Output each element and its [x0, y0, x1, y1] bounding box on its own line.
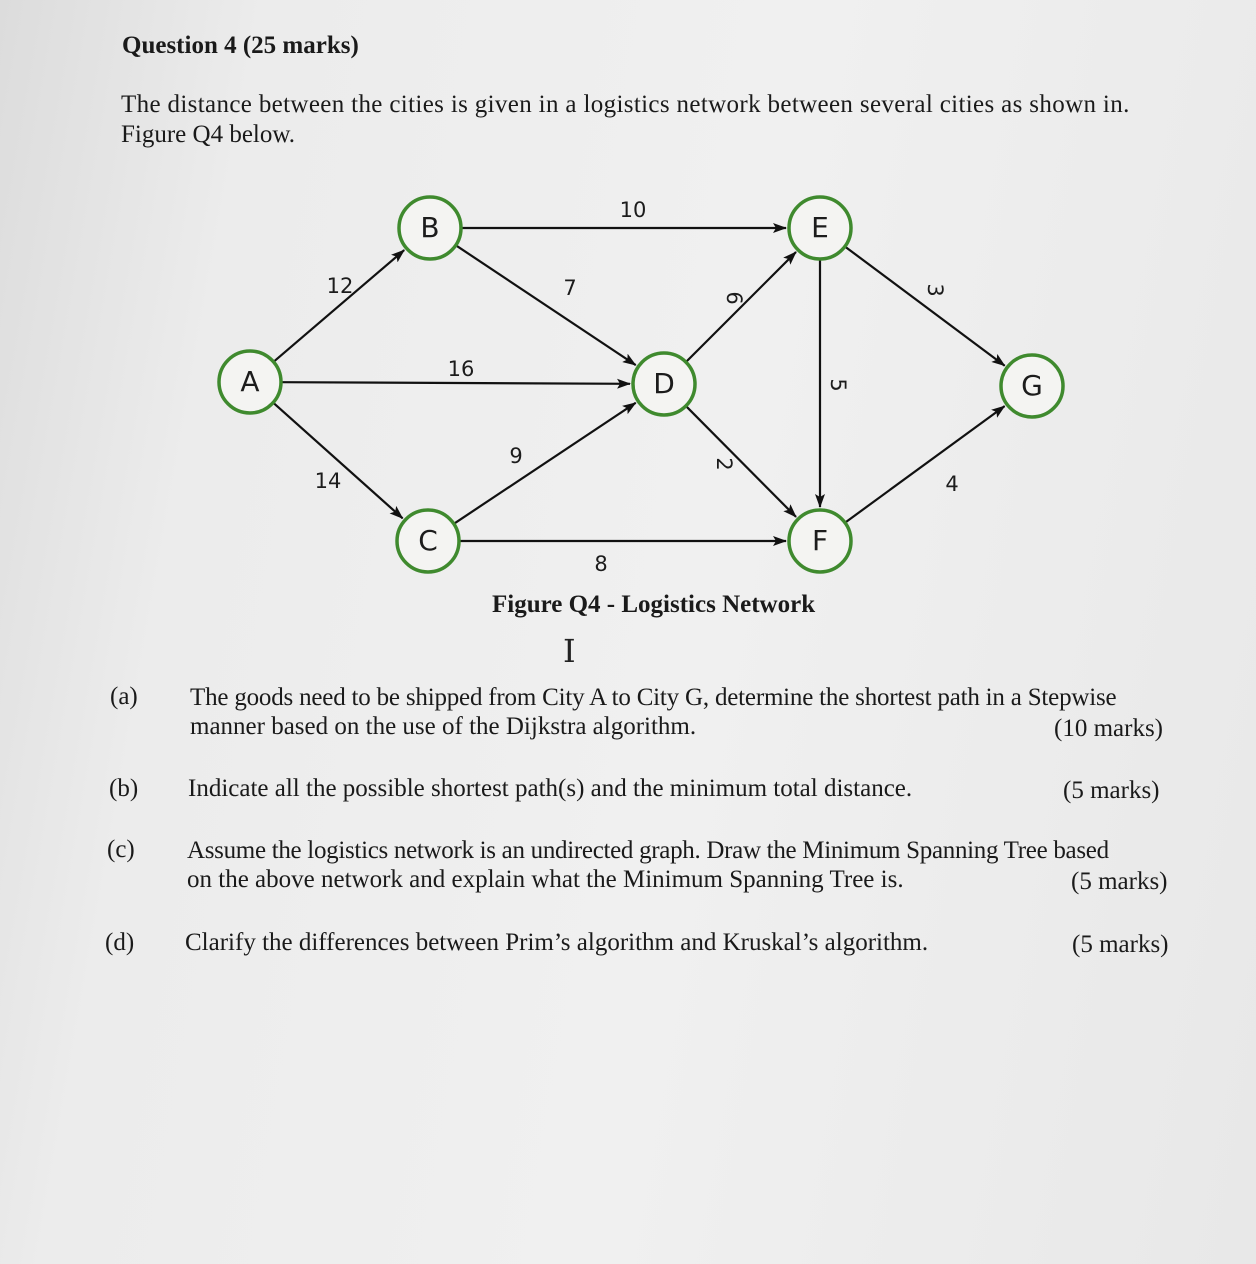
edge-weight-a-b: 12	[326, 274, 354, 298]
node-e	[789, 197, 851, 259]
edge-weight-c-d: 9	[509, 444, 523, 468]
edge-weight-e-g: 3	[923, 283, 947, 297]
text-cursor-icon: I	[563, 632, 576, 670]
node-f	[789, 510, 851, 572]
part-label: (c)	[107, 836, 135, 863]
edge-weight-b-d: 7	[563, 276, 577, 300]
node-g	[1001, 355, 1063, 417]
part-label: (a)	[110, 683, 138, 710]
node-label: F	[811, 524, 829, 557]
node-label: C	[418, 524, 438, 557]
part-marks: (10 marks)	[1054, 715, 1163, 742]
node-label: E	[811, 211, 829, 244]
node-c	[397, 510, 459, 572]
edge-weight-b-e: 10	[619, 198, 647, 222]
edge-b-d	[457, 246, 636, 365]
node-b	[399, 197, 461, 259]
node-label: B	[420, 211, 440, 244]
node-d	[633, 353, 695, 415]
part-label: (b)	[109, 775, 139, 802]
node-label: A	[240, 365, 260, 398]
edge-weight-a-c: 14	[314, 469, 342, 493]
figure-caption: Figure Q4 - Logistics Network	[492, 591, 816, 618]
node-label: G	[1021, 369, 1043, 402]
edge-weight-d-f: 2	[712, 457, 736, 471]
edge-weight-e-f: 5	[826, 378, 850, 392]
node-layer	[219, 197, 1063, 572]
edge-weight-f-g: 4	[945, 472, 959, 496]
intro-line-2: Figure Q4 below.	[121, 121, 296, 148]
part-text-line-2: manner based on the use of the Dijkstra algorithm.	[190, 713, 697, 740]
edge-c-d	[455, 403, 636, 524]
part-marks: (5 marks)	[1071, 868, 1168, 895]
part-marks: (5 marks)	[1072, 931, 1169, 958]
edge-a-d	[282, 382, 630, 384]
part-text-line-1: The goods need to be shipped from City A to City G, determine the shortest path in a Stepwise	[190, 684, 1117, 711]
node-label: D	[653, 367, 675, 400]
part-marks: (5 marks)	[1063, 777, 1160, 804]
part-text-line-1: Clarify the differences between Prim’s algorithm and Kruskal’s algorithm.	[185, 929, 929, 956]
part-label: (d)	[105, 929, 135, 956]
edge-d-f	[687, 407, 796, 517]
edge-weight-a-d: 16	[447, 357, 475, 381]
edge-e-g	[846, 247, 1005, 366]
node-a	[219, 351, 281, 413]
part-text-line-1: Indicate all the possible shortest path(s) and the minimum total distance.	[188, 775, 913, 802]
part-text-line-1: Assume the logistics network is an undirected graph. Draw the Minimum Spanning Tree based	[187, 837, 1109, 864]
part-text-line-2: on the above network and explain what the Minimum Spanning Tree is.	[187, 866, 904, 893]
intro-line-1: The distance between the cities is given in a logistics network between several cities as shown in.	[121, 91, 1130, 118]
edge-a-c	[274, 403, 403, 518]
edge-f-g	[846, 406, 1005, 522]
edge-weight-d-e: 6	[722, 291, 746, 305]
edge-weight-c-f: 8	[594, 552, 608, 576]
edge-a-b	[274, 250, 404, 361]
question-heading: Question 4 (25 marks)	[122, 32, 359, 59]
edge-d-e	[687, 252, 796, 361]
